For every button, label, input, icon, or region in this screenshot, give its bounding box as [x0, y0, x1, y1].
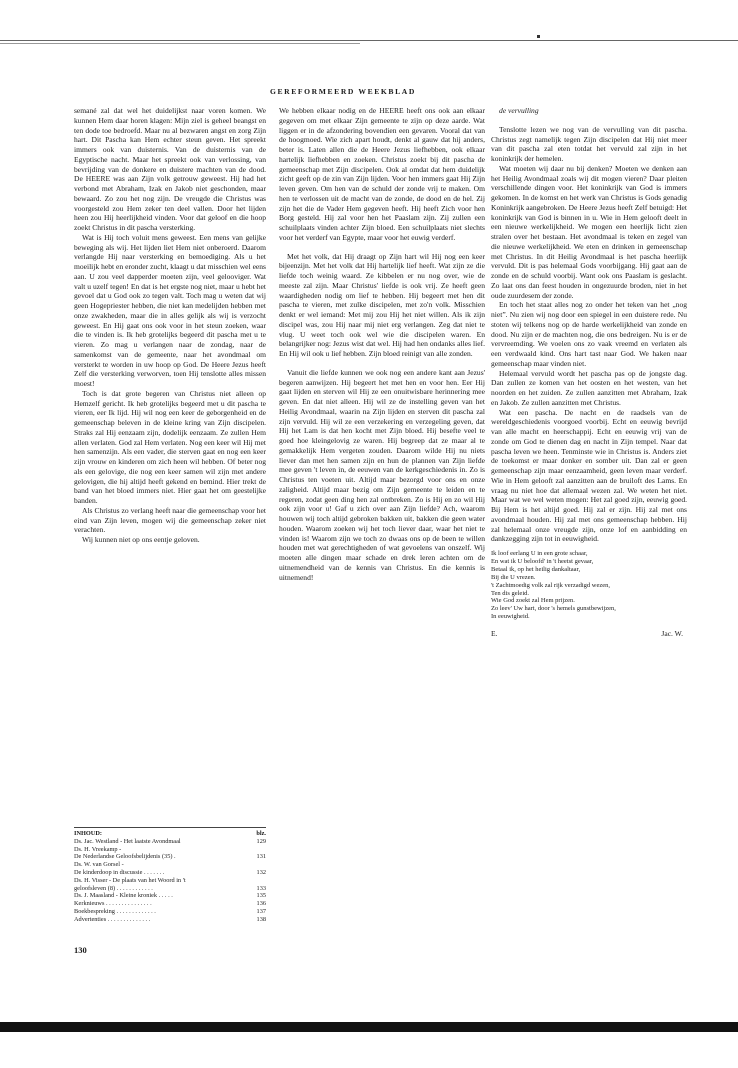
table-of-contents: [74, 827, 266, 924]
signature: [491, 629, 687, 639]
paragraph: We hebben elkaar nodig en de HEERE heeft ons ook aan elkaar gegeven om met elkaar Zijn gemeente te zijn op deze aarde. Wat liggen er in de afzondering bovendien een gevaren. Vooral dat van de hoogmoed. Wie zich apart houdt, denkt al gauw dat hij anders, beter is. Laten allen die de Heere Jezus liefhebben, ook elkaar hartelijk liefhebben en zoeken. Christus zoekt bij dit pascha de gemeenschap met Zijn discipelen. Ook al omdat dat hem duidelijk zicht geeft op de zin van Zijn lijden. Voor hen immers gaat Hij Zijn leven geven. Om hen van de schuld der zonde vrij te maken. Om hen te verlossen uit de macht van de zonde, de dood en de hel. Zij zijn het die de Vader Hem gegeven heeft. Hij heeft Zich voor hen Borg gesteld. Hij zal voor hen het Paaslam zijn. Zij zullen een schuilplaats vinden achter Zijn bloed. Een schuilplaats niet slechts voor het verderf van Egypte, maar voor het euwig verderf.: [279, 106, 485, 242]
poem-line: En wat ik U beloofd' in 't heetst gevaar,: [491, 557, 594, 565]
paragraph: Wat een pascha. De nacht en de raadsels van de wereldgeschiedenis voorgoed voorbij. Echt en eeuwig bevrijd van alle macht en heerschappij. Echt en eeuwig vrij van de zonde om God te dienen dag en nacht in Zijn tempel. Naar dat pascha leven we heen. Tenminste wie in Christus is. Anders ziet de toekomst er maar donker en somber uit. Dan zal er geen gemeenschap zijn maar eenzaamheid, geen leven maar verderf. Wie in Hem gelooft zal aanzitten aan de bruiloft des Lams. En vraag nu niet hoe dat allemaal wezen zal. We weten het niet. Maar wat we wel weten mogen: Het zal goed zijn, eeuwig goed. Bij Hem is het altijd goed. Hij zal er zijn. Hij zal met ons avondmaal houden. Hij zal met ons gemeenschap hebben. Hij zal helemaal onze vreugde zijn, onze lof en aanbidding en dankzegging zijn tot in eeuwigheid.: [491, 407, 687, 544]
toc-item-page: 138: [256, 915, 266, 923]
column-middle: [279, 106, 485, 582]
toc-item-page: 137: [256, 907, 266, 915]
toc-item-title: Ds. W. van Gorsel -: [74, 861, 124, 869]
poem-line: 't Zachtmoedig volk zal rijk verzadigd wezen,: [491, 581, 611, 589]
paragraph: Tenslotte lezen we nog van de vervulling van dit pascha. Christus zegt namelijk tegen Zijn discipelen dat Hij niet meer van dit pascha zal eten totdat het vervuld zal zijn in het koninkrijk der hemelen.: [491, 124, 687, 163]
paragraph: En toch het staat alles nog zo onder het teken van het „nog niet”. Nu zien wij nog door een spiegel in een duistere rede. Nu stoten wij telkens nog op de harde werkelijkheid van zonde en dood. Nu zijn er de machten nog, die ons bedreigen. Nu is er de vervreemding. We voelen ons zo vaak vreemd en verlaten als een verdwaald kind. Ons hart tast naar God. We haken naar gemeenschap maar vinden niet.: [491, 300, 687, 368]
toc-rule: [74, 827, 266, 828]
toc-item-title: Ds. J. Maasland - Kleine kroniek . . . . .: [74, 892, 173, 900]
toc-header: [74, 830, 266, 838]
toc-item: [74, 877, 266, 885]
paragraph: Wat is Hij toch voluit mens geweest. Een mens van gelijke beweging als wij. Het lijden liet Hem niet onberoerd. Daarom verlangde Hij naar versterking en bemoediging. Als u het moeilijk hebt en eronder zucht, klaagt u dat misschien wel eens aan. U zou veel dapperder moeten zijn, veel gelooviger. Wat valt u uzelf tegen! En dat is het ergste nog niet, maar u hebt het gevoel dat u God ook zo tegen valt. Toch mag u weten dat wij geen Hogepriester hebben, die niet kan medelijden hebben met onze zwakheden, maar die in alles gelijk als wij is verzocht geweest. En Hij gaat ons ook voor in het steun zoeken, waar die te vinden is. Ik heb grotelijks begeerd dit pascha met u te vieren. Zo mag u verlangen naar de zondag, naar de samenkomst van de gemeente, naar het avondmaal om versterkt te worden in uw hoop op God. De Heere Jezus heeft Zelf die versterking verworven, toen Hij tenslotte alles missen moest!: [74, 232, 266, 388]
toc-item-title: Advertenties . . . . . . . . . . . . . .: [74, 915, 151, 923]
toc-item-page: [263, 861, 266, 869]
toc-item-page: 136: [256, 900, 266, 908]
toc-item-title: Ds. H. Vreekamp -: [74, 845, 122, 853]
poem-line: Ik loof eerlang U in een grote schaar,: [491, 550, 588, 557]
toc-item-title: Ds. H. Visser - De plaats van het Woord in 't: [74, 876, 186, 884]
toc-item: [74, 900, 266, 908]
toc-item-page: 135: [256, 892, 266, 900]
page-number: 130: [74, 945, 87, 955]
paragraph: Wat moeten wij daar nu bij denken? Moeten we denken aan het Heilig Avondmaal zoals wij dit mogen vieren? Daar pleiten verschillende dingen voor. Het koninkrijk van God is immers gekomen. In de komst en het werk van Christus is Gods genadig Koninkrijk aangebroken. De Heere Jezus heeft Zelf betuigd: Het koninkrijk van God is binnen in u. Wie in Hem gelooft deelt in een nieuwe werkelijkheid. We mogen een heerlijk licht zien stralen over het bestaan. Het avondmaal is teken en zegel van die nieuwe werkelijkheid. We eten en drinken in gemeenschap met Christus. In dit Heilig Avondmaal is het pascha heerlijk vervuld. Dit is pas helemaal Gods voorbijgang. Hij gaat aan de zonde en de schuld voorbij. Want ook ons Paaslam is geslacht. Zo laat ons dan feest houden in ongezuurde broden, niet in het oude zuurdesem der zonde.: [491, 163, 687, 300]
top-rule-short: [0, 43, 360, 44]
paragraph: Als Christus zo verlang heeft naar die gemeenschap voor het eind van Zijn leven, mogen wij die gemeenschap zeker niet verachten.: [74, 505, 266, 535]
top-rule: [0, 40, 738, 41]
poem-line: Betaal ik, op het heilig dankaltaar,: [491, 565, 581, 573]
toc-item: [74, 846, 266, 854]
toc-item-page: 131: [256, 853, 266, 861]
toc-item: [74, 838, 266, 846]
toc-item-page: [263, 877, 266, 885]
bottom-bar: [0, 1022, 738, 1032]
toc-item: [74, 861, 266, 869]
print-mark: [537, 35, 540, 38]
column-left: [74, 106, 266, 545]
paragraph: Met het volk, dat Hij draagt op Zijn hart wil Hij nog een keer bijeenzijn. Met het volk dat Hij hartelijk lief heeft. Wat zijn ze die liefde toch weinig waard. Ze kibbelen er nu nog over, wie de meeste zal zijn. Maar Christus' liefde is ook vrij. Ze heeft geen waardigheden nodig om lief te hebben. Hij begeert met hen dit pascha te vieren, met zulke discipelen, met zo'n volk. Misschien denkt er wel iemand: Met mij zou Hij het niet willen. Als ik zijn discipel was, zou Hij naar mij niet erg verlangen. Zeg dat niet te vlug. U weet toch ook wel wie die discipelen waren. En belangrijker nog: Jezus wist dat wel. Hij had hen ondanks alles lief. En Hij wil ook u lief hebben. Zijn bloed reinigt van alle zonden.: [279, 251, 485, 358]
toc-item-page: 132: [256, 868, 266, 876]
poem-line: Zo leev' Uw hart, door 's hemels gunstbewijzen,: [491, 605, 616, 613]
toc-item-page: 129: [256, 837, 266, 845]
toc-item: [74, 892, 266, 900]
toc-item: [74, 916, 266, 924]
toc-item: [74, 908, 266, 916]
toc-item: [74, 869, 266, 877]
paragraph: Wij kunnen niet op ons eentje geloven.: [82, 535, 200, 544]
toc-item-page: [263, 846, 266, 854]
toc-item: [74, 885, 266, 893]
signature-left: E.: [491, 629, 498, 639]
signature-right: Jac. W.: [661, 629, 683, 639]
section-title: de vervulling: [499, 106, 539, 115]
toc-item-page: 133: [256, 884, 266, 892]
toc-page-label: blz.: [256, 830, 266, 837]
toc-item-title: Kerknieuws . . . . . . . . . . . . . . .: [74, 900, 152, 908]
toc-heading: INHOUD:: [74, 830, 102, 837]
paragraph: Toch is dat grote begeren van Christus niet alleen op Hemzelf gericht. Ik heb grotelijks begeerd met u dit pascha te vieren, eer Ik lijd. Hij wil nog een keer de geborgenheid en de gemeenschap beleven in de kleine kring van Zijn discipelen. Straks zal Hij eenzaam zijn, dodelijk eenzaam. Ze zullen Hem allen verlaten. God zal Hem verlaten. Nog een keer wil Hij met hen samenzijn. Als een vader, die sterven gaat en nog een keer zijn vrouw en kinderen om zich heen wil hebben. Of beter nog als een gelovige, die nog een keer samen wil zijn met andere gelovigen, die hij altijd heeft gekend en bemind. Hier trekt de band van het bloed immers niet. Hier gaat het om geestelijke banden.: [74, 388, 266, 505]
toc-item: [74, 853, 266, 861]
toc-item-title: De Nederlandse Geloofsbelijdenis (35) .: [74, 853, 176, 861]
poem-line: Ten dis geleid.: [491, 589, 529, 597]
column-right: [491, 106, 687, 639]
poem: [491, 550, 687, 621]
poem-line: In eeuwigheid.: [491, 613, 530, 621]
toc-item-title: Ds. Jac. Westland - Het laatste Avondmaal: [74, 837, 181, 845]
paragraph: Helemaal vervuld wordt het pascha pas op de jongste dag. Dan zullen ze komen van het oosten en het westen, van het noorden en het zuiden. Ze zullen aanzitten met Abraham, Izak en Jakob. Ze zullen aanzitten met Christus.: [491, 368, 687, 407]
paragraph: semané zal dat wel het duidelijkst naar voren komen. We kunnen Hem daar horen klagen: Mijn ziel is geheel beangst en ten dode toe bedroefd. Maar nu al bezwaren angst en zorg Zijn hart. Dit Pascha kan Hem echter steun geven. Het spreekt immers ook van duisternis. Van de duisternis van de Egyptische nacht. Maar het spreekt ook van verlossing, van bevrijding van de donkere en duistere machten van de dood. De HEERE was aan Zijn volk getrouw geweest. Hij had het verbond met Abraham, Izak en Jakob niet geschonden, maar bewaard. Zo zou het nog zijn. De vreugde die Christus was voorgesteld zou Hem zeker ten deel vallen. Door het lijden heen zou Hij heerlijkheid vinden. Voor dat geloof en die hoop zoekt Christus in dit pascha versterking.: [74, 106, 266, 232]
toc-item-title: geloofsleven (8) . . . . . . . . . . . .: [74, 884, 153, 892]
toc-item-title: De kinderdoop in discussie . . . . . . .: [74, 868, 165, 876]
poem-line: Bij die U vrezen.: [491, 573, 536, 581]
poem-line: Wie God zoekt zal Hem prijzen.: [491, 597, 575, 605]
paragraph: Vanuit die liefde kunnen we ook nog een andere kant aan Jezus' begeren aanwijzen. Hij begeert het met hen en voor hen. Eer Hij gaat lijden en sterven wil Hij ze een onuitwisbare herinnering mee geven. En dat niet alleen. Hij wil ze de instelling geven van het Heilig Avondmaal, waarin na Zijn lijden en sterven dit pascha zal zijn vervuld. Hij wil ze een verzekering en verzegeling geven, dat Hij het Lam is dat hen kocht met Zijn bloed. Hij besefte veel te goed hoe kleingelovig ze waren. Hij begreep dat ze maar al te gemakkelijk Hem vergeten zouden. Daarom wilde Hij nu niets liever dan met hen samen zijn en hun de plannen van Zijn liefde mee geven 't leven in, de eeuwen van de kerkgeschiedenis in. Zo is Christus ten voeten uit. Altijd maar bezorgd voor ons en onze zaligheid. Altijd maar bezig om Zijn gemeente te leiden en te regeren, zodat geen ding hen zal ontbreken. Zo is Hij en zo wil Hij ook zijn voor u! Gaf u zich over aan Zijn liefde? Ach, waarom houwen wij toch altijd gebroken bakken uit, bakken die geen water houden. Waarom zoeken wij het toch liever daar, waar het niet te vinden is! Waarom zijn we toch zo dwaas ons op de been te willen houden met wat gerechtigheden of wat gevoelens van onszelf. Wij moeten alle dingen maar schade en drek leren achten om de uitnemendheid van de kennis van Christus. En die kennis is uitnemend!: [279, 367, 485, 582]
toc-item-title: Boekbespreking . . . . . . . . . . . . .: [74, 907, 156, 915]
running-header: GEREFORMEERD WEEKBLAD: [270, 87, 416, 96]
